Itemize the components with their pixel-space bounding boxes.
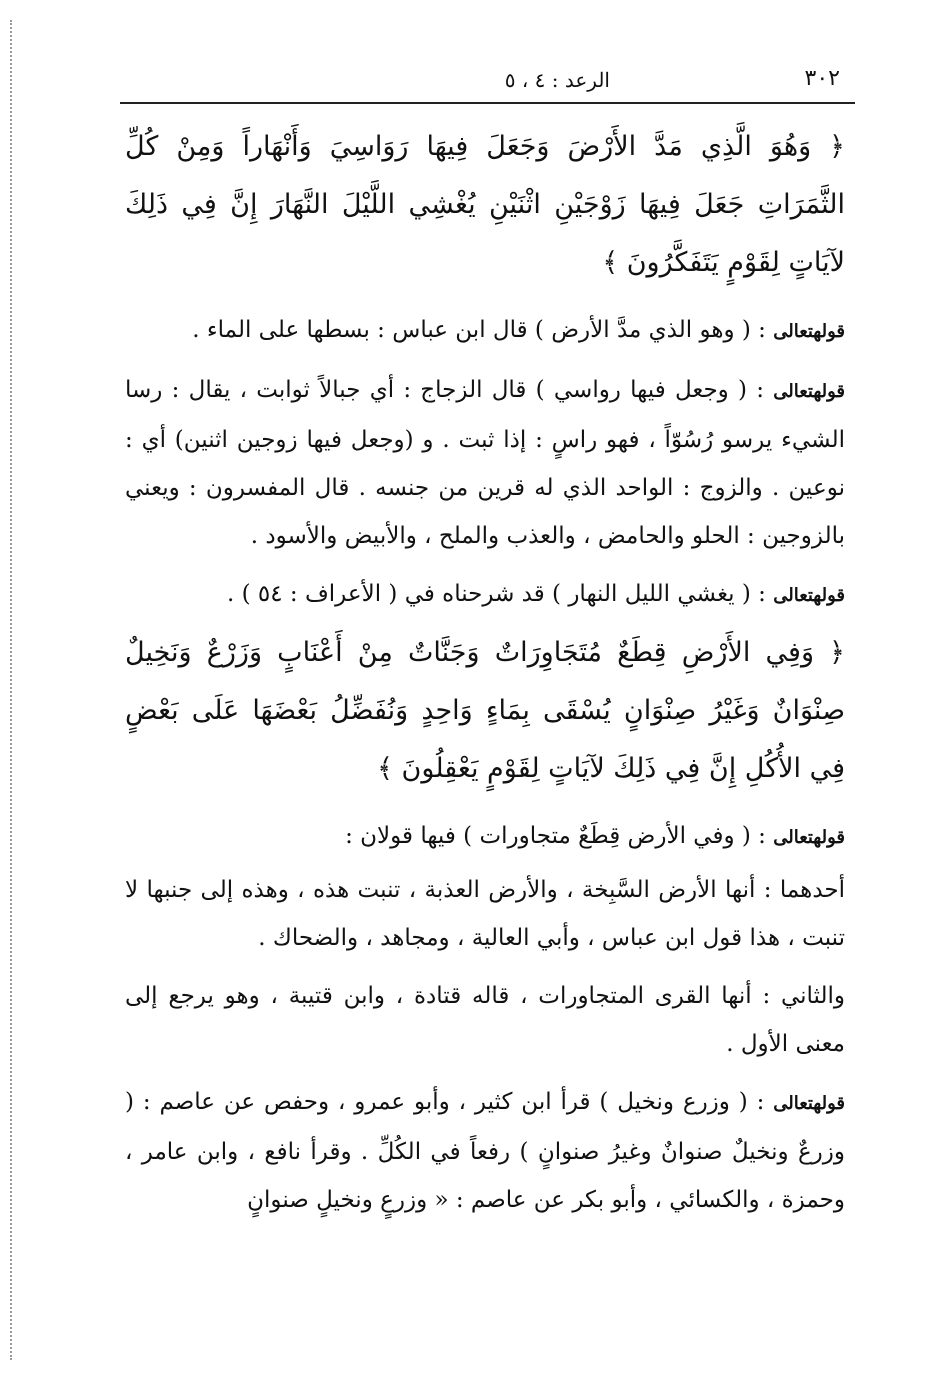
paragraph-1-label: قولهتعالى [773, 321, 845, 342]
commentary-paragraph-6: والثاني : أنها القرى المتجاورات ، قاله قتادة ، وابن قتيبة ، وهو يرجع إلى معنى الأول . [125, 983, 845, 1057]
commentary-paragraph-5: أحدهما : أنها الأرض السَّبِخة ، والأرض العذبة ، تنبت هذه ، وهذه إلى جنبها لا تنبت ، هذا قول ابن عباس ، وأبي العالية ، ومجاهد ، والضحاك . [125, 877, 845, 951]
paragraph-7-text: : ( وزرع ونخيل ) قرأ ابن كثير ، وأبو عمرو ، وحفص عن عاصم : ( وزرعٌ ونخيلٌ صنوانٌ وغيرُ صنوانٍ ) رفعاً في الكُلِّ . وقرأ نافع ، وابن عامر ، وحمزة ، والكسائي ، وأبو بكر عن عاصم : « وزرعٍ ونخيلٍ صنوانٍ [125, 1089, 845, 1213]
paragraph-2-label: قولهتعالى [773, 381, 846, 402]
scan-edge-dotted-line [10, 20, 12, 1360]
quran-verse-2: ﴿ وَفِي الأَرْضِ قِطَعٌ مُتَجَاوِرَاتٌ وَجَنَّاتٌ مِنْ أَعْنَابٍ وَزَرْعٌ وَنَخِيلٌ صِنْوَانٌ وَغَيْرُ صِنْوَانٍ يُسْقَى بِمَاءٍ وَاحِدٍ وَنُفَضِّلُ بَعْضَهَا عَلَى بَعْضٍ فِي الأُكُلِ إِنَّ فِي ذَلِكَ لآيَاتٍ لِقَوْمٍ يَعْقِلُونَ ﴾ [125, 637, 845, 784]
paragraph-3-label: قولهتعالى [773, 585, 845, 606]
paragraph-4-label: قولهتعالى [773, 827, 845, 848]
paragraph-3-text: : ( يغشي الليل النهار ) قد شرحناه في ( الأعراف : ٥٤ ) . [226, 581, 766, 607]
commentary-paragraph-1 [125, 306, 845, 356]
paragraph-7-label: قولهتعالى [773, 1093, 845, 1114]
paragraph-4-text: : ( وفي الأرض قِطَعٌ متجاورات ) فيها قولان : [345, 823, 766, 849]
header-rule [120, 102, 855, 104]
page-header [120, 66, 850, 100]
commentary-paragraph-3 [125, 570, 845, 620]
page-body [125, 118, 845, 1234]
page-number: ٣٠٢ [804, 66, 840, 91]
paragraph-1-text: : ( وهو الذي مدَّ الأرض ) قال ابن عباس : بسطها على الماء . [192, 317, 766, 343]
commentary-paragraph-7 [125, 1078, 845, 1224]
commentary-paragraph-4 [125, 812, 845, 862]
commentary-paragraph-2 [125, 366, 845, 560]
quran-verse-1: ﴿ وَهُوَ الَّذِي مَدَّ الأَرْضَ وَجَعَلَ فِيهَا رَوَاسِيَ وَأَنْهَاراً وَمِنْ كُلِّ الثَّمَرَاتِ جَعَلَ فِيهَا زَوْجَيْنِ اثْنَيْنِ يُغْشِي اللَّيْلَ النَّهَارَ إِنَّ فِي ذَلِكَ لآيَاتٍ لِقَوْمٍ يَتَفَكَّرُونَ ﴾ [125, 131, 845, 278]
running-head: الرعد : ٤ ، ٥ [504, 68, 610, 92]
paragraph-2-text: : ( وجعل فيها رواسي ) قال الزجاج : أي جبالاً ثوابت ، يقال : رسا الشيء يرسو رُسُوّاً ، فهو راسٍ : إذا ثبت . و (وجعل فيها زوجين اثنين) أي : نوعين . والزوج : الواحد الذي له قرين من جنسه . قال المفسرون : ويعني بالزوجين : الحلو والحامض ، والعذب والملح ، والأبيض والأسود . [125, 377, 845, 549]
